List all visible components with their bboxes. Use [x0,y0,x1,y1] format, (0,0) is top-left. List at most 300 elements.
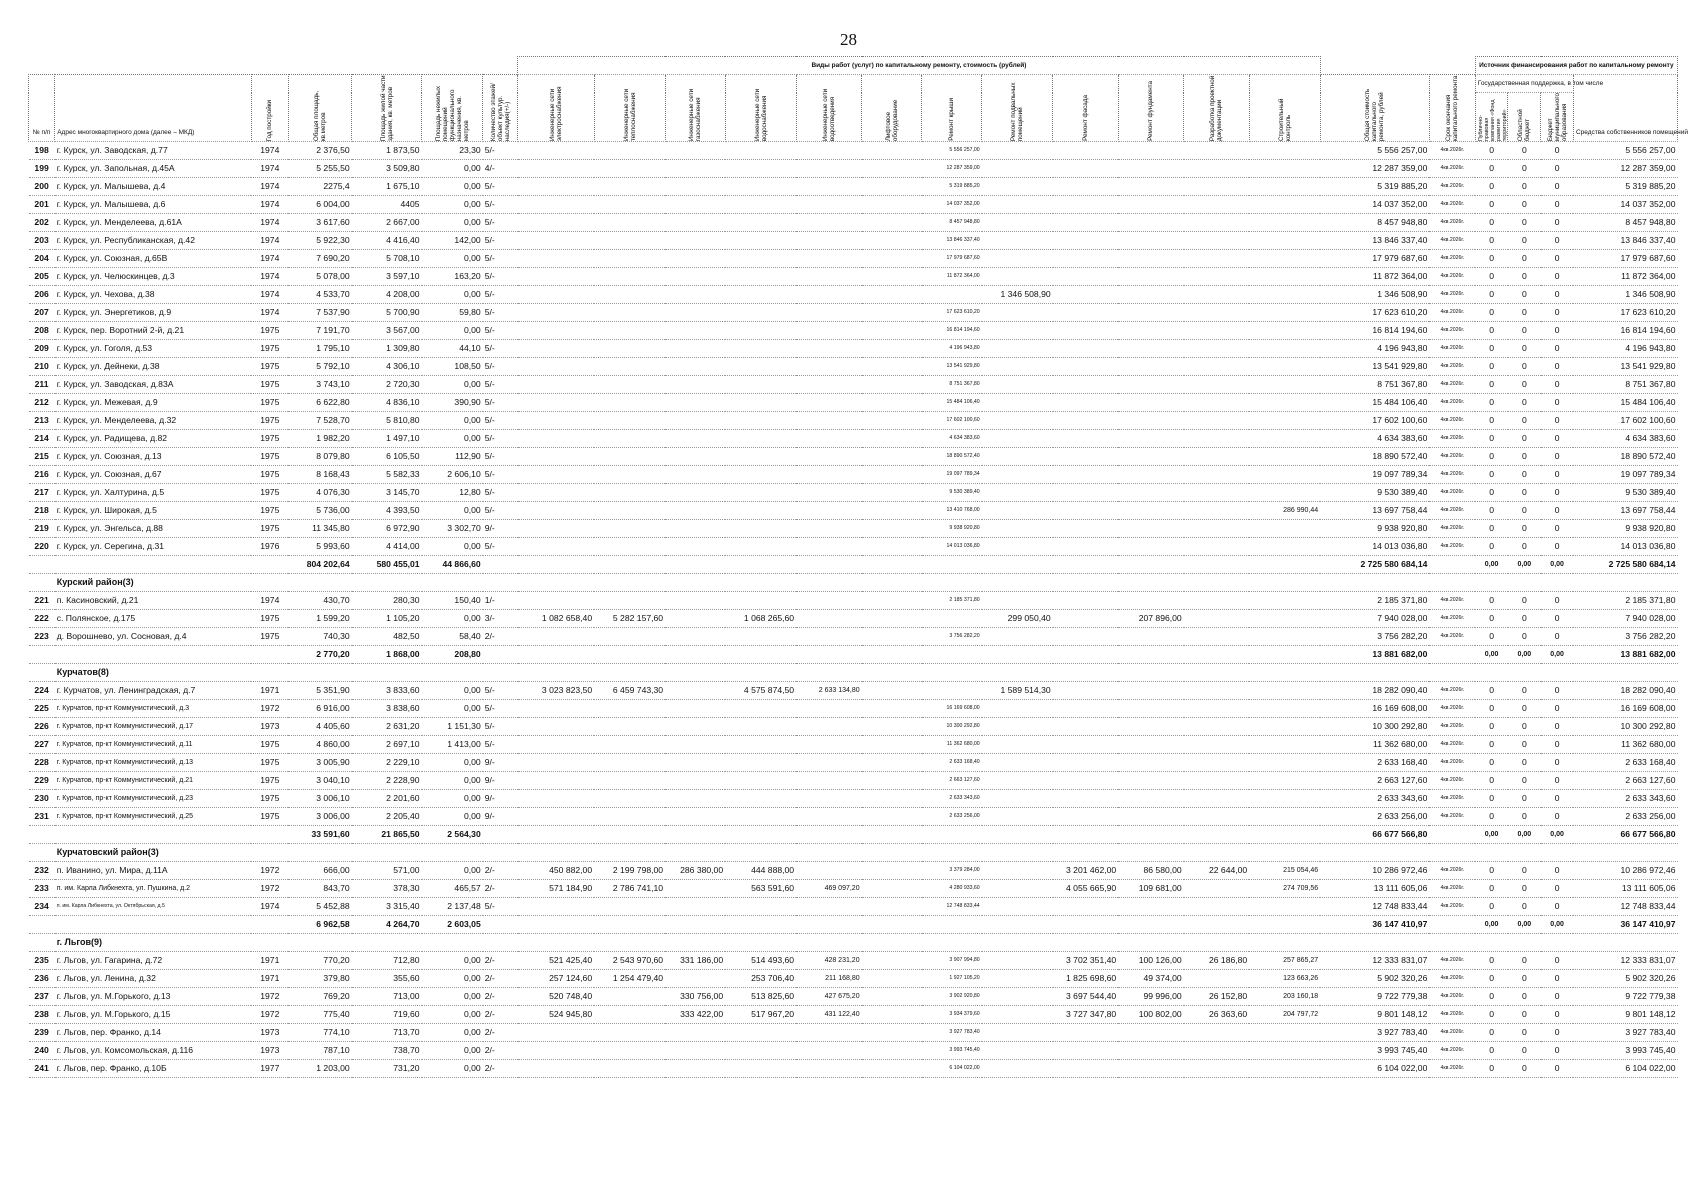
cell-n: 221 [29,592,55,610]
cell-nonres: 0,00 [422,430,483,448]
cell-living: 355,60 [352,970,422,988]
cell-mun: 0 [1541,790,1574,808]
cell-facade [1053,322,1119,340]
cell-cost: 13 846 337,40 [1320,232,1429,250]
cell-living: 713,70 [352,1024,422,1042]
cell-control [1249,610,1320,628]
cell-term: 4кв.2026г. [1429,754,1475,772]
cell-water [725,484,796,502]
cell-total: 5 452,88 [288,898,351,916]
cell-sewer [796,466,862,484]
cell-electro: 521 425,40 [518,952,594,970]
cell-facade [1053,610,1119,628]
cell-control: 286 990,44 [1249,502,1320,520]
cell-term: 4кв.2026г. [1429,502,1475,520]
cell-basement [982,448,1053,466]
group-title: Курский район(3) [55,574,1678,592]
cell-gas [665,178,725,196]
cell-water [725,196,796,214]
cell-design [1184,826,1250,844]
cell-design [1184,790,1250,808]
cell-addr: п. им. Карла Либкнехта, ул. Октябрьская, д.5 [55,898,252,916]
cell-electro [518,286,594,304]
cell-term: 4кв.2026г. [1429,988,1475,1006]
cell-electro: 1 082 658,40 [518,610,594,628]
cell-foundation [1118,448,1184,466]
cell-lift [862,682,922,700]
cell-water [725,1042,796,1060]
cell-year: 1975 [251,628,288,646]
cell-electro: 450 882,00 [518,862,594,880]
header-address: Адрес многоквартирного дома (далее – МКД) [55,75,252,142]
cell-heat [594,142,665,160]
cell-year: 1975 [251,322,288,340]
cell-water [725,286,796,304]
cell-living: 4 416,40 [352,232,422,250]
cell-mun: 0 [1541,394,1574,412]
cell-n: 209 [29,340,55,358]
cell-water [725,520,796,538]
cell-heat [594,988,665,1006]
cell-roof: 12 287 359,00 [922,160,982,178]
cell-living: 2 697,10 [352,736,422,754]
cell-sewer [796,376,862,394]
cell-facade [1053,340,1119,358]
table-row [29,1024,1678,1042]
cell-addr: г. Курск, ул. Менделеева, д.61А [55,214,252,232]
cell-basement [982,898,1053,916]
cell-roof: 9 530 389,40 [922,484,982,502]
cell-cost: 12 287 359,00 [1320,160,1429,178]
group-spacer [29,844,55,862]
cell-gas [665,880,725,898]
cell-design [1184,970,1250,988]
cell-floors: 5/- [483,718,518,736]
cell-sewer [796,322,862,340]
cell-mun: 0 [1541,304,1574,322]
cell-basement [982,862,1053,880]
cell-gas [665,448,725,466]
cell-gas [665,736,725,754]
cell-fund: 0 [1475,340,1508,358]
cell-term: 4кв.2026г. [1429,304,1475,322]
cell-reg: 0 [1508,718,1541,736]
cell-year: 1975 [251,502,288,520]
cell-foundation: 207 896,00 [1118,610,1184,628]
cell-term: 4кв.2026г. [1429,592,1475,610]
cell-facade [1053,250,1119,268]
group-header-row [29,844,1678,862]
cell-n: 201 [29,196,55,214]
cell-living: 712,80 [352,952,422,970]
cell-lift [862,700,922,718]
cell-heat [594,286,665,304]
cell-foundation [1118,232,1184,250]
cell-heat [594,394,665,412]
cell-addr: г. Курск, ул. Дейнеки, д.38 [55,358,252,376]
cell-reg: 0 [1508,592,1541,610]
cell-cost: 5 556 257,00 [1320,142,1429,160]
cell-nonres: 0,00 [422,196,483,214]
cell-n: 198 [29,142,55,160]
cell-reg: 0,00 [1508,646,1541,664]
cell-total: 740,30 [288,628,351,646]
cell-living: 3 509,80 [352,160,422,178]
cell-electro [518,1042,594,1060]
cell-foundation [1118,520,1184,538]
cell-cost: 3 927 783,40 [1320,1024,1429,1042]
cell-fund: 0 [1475,520,1508,538]
cell-floors: 5/- [483,412,518,430]
cell-design [1184,1060,1250,1078]
cell-cost: 9 530 389,40 [1320,484,1429,502]
cell-heat: 5 282 157,60 [594,610,665,628]
cell-foundation: 49 374,00 [1118,970,1184,988]
cell-term: 4кв.2026г. [1429,448,1475,466]
cell-n: 220 [29,538,55,556]
cell-water [725,376,796,394]
cell-control [1249,790,1320,808]
cell-cost: 4 196 943,80 [1320,340,1429,358]
cell-lift [862,178,922,196]
cell-roof: 18 890 572,40 [922,448,982,466]
cell-mun: 0 [1541,322,1574,340]
cell-electro [518,250,594,268]
cell-gas [665,430,725,448]
cell-cost: 13 541 929,80 [1320,358,1429,376]
cell-foundation [1118,1024,1184,1042]
cell-design [1184,628,1250,646]
cell-foundation [1118,340,1184,358]
cell-foundation [1118,376,1184,394]
cell-addr: г. Курск, ул. Малышева, д.6 [55,196,252,214]
cell-living: 571,00 [352,862,422,880]
cell-water [725,808,796,826]
cell-basement: 1 346 508,90 [982,286,1053,304]
header-design: Разработка проектной документации [1209,75,1224,142]
cell-fund: 0 [1475,214,1508,232]
cell-floors: 5/- [483,286,518,304]
cell-mun: 0 [1541,232,1574,250]
cell-sewer [796,1042,862,1060]
cell-water [725,160,796,178]
cell-floors [483,916,518,934]
cell-foundation [1118,358,1184,376]
cell-facade: 3 201 462,00 [1053,862,1119,880]
cell-facade [1053,430,1119,448]
cell-foundation [1118,736,1184,754]
cell-foundation [1118,700,1184,718]
cell-mun: 0 [1541,160,1574,178]
cell-electro [518,214,594,232]
cell-electro [518,358,594,376]
cell-facade [1053,178,1119,196]
cell-foundation: 100 126,00 [1118,952,1184,970]
cell-total: 33 591,60 [288,826,351,844]
header-facade: Ремонт фасада [1081,95,1089,142]
cell-basement [982,952,1053,970]
cell-lift [862,988,922,1006]
cell-sewer [796,430,862,448]
cell-total: 8 079,80 [288,448,351,466]
cell-own: 3 927 783,40 [1573,1024,1677,1042]
cell-heat [594,412,665,430]
cell-cost: 1 346 508,90 [1320,286,1429,304]
cell-nonres: 2 603,05 [422,916,483,934]
cell-term: 4кв.2026г. [1429,232,1475,250]
cell-design [1184,304,1250,322]
cell-lift [862,826,922,844]
cell-sewer [796,268,862,286]
cell-foundation [1118,1060,1184,1078]
cell-design [1184,376,1250,394]
cell-year: 1975 [251,610,288,628]
cell-heat [594,1042,665,1060]
cell-facade [1053,682,1119,700]
cell-term: 4кв.2026г. [1429,538,1475,556]
cell-term: 4кв.2026г. [1429,1060,1475,1078]
cell-facade [1053,376,1119,394]
cell-basement [982,826,1053,844]
header-finance-group: Источник финансирования работ по капитальному ремонту [1475,57,1677,75]
cell-mun: 0 [1541,1042,1574,1060]
cell-year: 1975 [251,358,288,376]
cell-living: 3 833,60 [352,682,422,700]
cell-nonres: 0,00 [422,682,483,700]
cell-foundation [1118,268,1184,286]
cell-addr: п. Касиновский, д.21 [55,592,252,610]
cell-roof: 17 623 610,20 [922,304,982,322]
cell-own: 18 890 572,40 [1573,448,1677,466]
cell-heat [594,916,665,934]
cell-n: 236 [29,970,55,988]
cell-foundation [1118,430,1184,448]
cell-design [1184,142,1250,160]
cell-sewer [796,232,862,250]
cell-fund: 0 [1475,1024,1508,1042]
group-spacer [29,664,55,682]
cell-basement: 1 589 514,30 [982,682,1053,700]
cell-fund: 0,00 [1475,646,1508,664]
header-deadline: Срок окончания капитального ремонта [1445,75,1460,142]
cell-roof: 2 633 256,00 [922,808,982,826]
cell-control [1249,718,1320,736]
cell-heat: 2 199 798,00 [594,862,665,880]
cell-reg: 0 [1508,268,1541,286]
cell-n [29,916,55,934]
cell-living: 731,20 [352,1060,422,1078]
cell-nonres: 0,00 [422,700,483,718]
cell-basement [982,988,1053,1006]
cell-facade [1053,916,1119,934]
cell-facade [1053,142,1119,160]
table-row [29,304,1678,322]
cell-basement [982,772,1053,790]
cell-n: 228 [29,754,55,772]
cell-nonres: 163,20 [422,268,483,286]
cell-gas [665,232,725,250]
table-row [29,376,1678,394]
cell-own: 2 633 168,40 [1573,754,1677,772]
cell-sewer [796,394,862,412]
cell-floors: 5/- [483,322,518,340]
cell-living: 3 145,70 [352,484,422,502]
table-row [29,952,1678,970]
cell-own: 14 013 036,80 [1573,538,1677,556]
cell-roof: 8 457 948,80 [922,214,982,232]
cell-lift [862,754,922,772]
cell-reg: 0 [1508,196,1541,214]
cell-term: 4кв.2026г. [1429,484,1475,502]
cell-cost: 2 633 343,60 [1320,790,1429,808]
cell-facade [1053,484,1119,502]
cell-nonres: 1 413,00 [422,736,483,754]
cell-n: 207 [29,304,55,322]
cell-facade [1053,1042,1119,1060]
cell-term: 4кв.2026г. [1429,340,1475,358]
cell-total: 769,20 [288,988,351,1006]
table-row [29,214,1678,232]
cell-facade: 4 055 665,90 [1053,880,1119,898]
cell-fund: 0 [1475,772,1508,790]
cell-facade: 3 697 544,40 [1053,988,1119,1006]
cell-design [1184,880,1250,898]
cell-lift [862,646,922,664]
table-row [29,160,1678,178]
cell-fund: 0 [1475,448,1508,466]
cell-gas [665,358,725,376]
cell-nonres: 0,00 [422,322,483,340]
cell-heat [594,430,665,448]
cell-reg: 0 [1508,700,1541,718]
cell-term: 4кв.2026г. [1429,952,1475,970]
cell-heat [594,268,665,286]
cell-addr: г. Курск, пер. Воротний 2-й, д.21 [55,322,252,340]
cell-living: 4 306,10 [352,358,422,376]
cell-lift [862,394,922,412]
cell-fund: 0,00 [1475,826,1508,844]
cell-foundation [1118,772,1184,790]
cell-own: 5 319 885,20 [1573,178,1677,196]
cell-living: 4 208,00 [352,286,422,304]
cell-design [1184,700,1250,718]
header-fund: Публично-правовая компания «Фонд развития территорий» [1477,99,1508,142]
cell-control [1249,160,1320,178]
cell-electro [518,736,594,754]
cell-nonres: 0,00 [422,502,483,520]
cell-own: 11 362 680,00 [1573,736,1677,754]
cell-control: 204 797,72 [1249,1006,1320,1024]
cell-reg: 0 [1508,736,1541,754]
cell-cost: 2 663 127,60 [1320,772,1429,790]
cell-control: 274 709,56 [1249,880,1320,898]
cell-living: 2 205,40 [352,808,422,826]
cell-cost: 18 890 572,40 [1320,448,1429,466]
cell-design [1184,322,1250,340]
cell-basement [982,700,1053,718]
cell-fund: 0 [1475,862,1508,880]
cell-gas [665,1060,725,1078]
cell-n: 208 [29,322,55,340]
cell-year: 1975 [251,772,288,790]
header-owners: Средства собственников помещений [1573,75,1677,142]
cell-nonres: 108,50 [422,358,483,376]
cell-water [725,556,796,574]
cell-gas [665,214,725,232]
cell-living: 713,00 [352,988,422,1006]
cell-fund: 0 [1475,682,1508,700]
cell-cost: 14 013 036,80 [1320,538,1429,556]
cell-fund: 0,00 [1475,916,1508,934]
cell-term: 4кв.2026г. [1429,1006,1475,1024]
cell-own: 8 457 948,80 [1573,214,1677,232]
cell-floors: 5/- [483,196,518,214]
cell-living: 2 720,30 [352,376,422,394]
cell-roof: 12 748 833,44 [922,898,982,916]
cell-year: 1971 [251,952,288,970]
cell-addr: д. Ворошнево, ул. Сосновая, д.4 [55,628,252,646]
cell-roof: 14 013 036,80 [922,538,982,556]
cell-basement [982,340,1053,358]
cell-own: 5 902 320,26 [1573,970,1677,988]
cell-gas [665,304,725,322]
cell-sewer: 211 168,80 [796,970,862,988]
cell-roof: 5 556 257,00 [922,142,982,160]
table-row [29,610,1678,628]
cell-foundation [1118,484,1184,502]
cell-mun: 0 [1541,952,1574,970]
cell-gas [665,520,725,538]
group-title: г. Льгов(9) [55,934,1678,952]
cell-sewer [796,196,862,214]
cell-living: 378,30 [352,880,422,898]
cell-year: 1974 [251,178,288,196]
cell-n: 215 [29,448,55,466]
cell-total: 1 599,20 [288,610,351,628]
cell-floors: 5/- [483,484,518,502]
cell-lift [862,592,922,610]
cell-mun: 0 [1541,214,1574,232]
header-living-area: Площадь жилой части здания, кв. метров [379,75,394,142]
cell-living: 3 315,40 [352,898,422,916]
cell-n: 210 [29,358,55,376]
cell-foundation: 86 580,00 [1118,862,1184,880]
cell-heat [594,448,665,466]
cell-mun: 0 [1541,376,1574,394]
cell-living: 2 631,20 [352,718,422,736]
cell-nonres: 58,40 [422,628,483,646]
cell-roof: 11 872 364,00 [922,268,982,286]
cell-design [1184,286,1250,304]
cell-mun: 0 [1541,412,1574,430]
table-row [29,340,1678,358]
header-water: Инженерные сети водоснабжения [753,88,768,142]
cell-basement [982,358,1053,376]
cell-n: 230 [29,790,55,808]
cell-lift [862,304,922,322]
cell-heat [594,232,665,250]
table-row [29,466,1678,484]
header-total-area: Общая площадь, кв.метров [313,90,328,142]
cell-own: 36 147 410,97 [1573,916,1677,934]
cell-sewer [796,520,862,538]
cell-control [1249,214,1320,232]
cell-total: 1 982,20 [288,430,351,448]
cell-cost: 14 037 352,00 [1320,196,1429,214]
cell-term: 4кв.2026г. [1429,628,1475,646]
cell-sewer [796,340,862,358]
cell-control [1249,916,1320,934]
